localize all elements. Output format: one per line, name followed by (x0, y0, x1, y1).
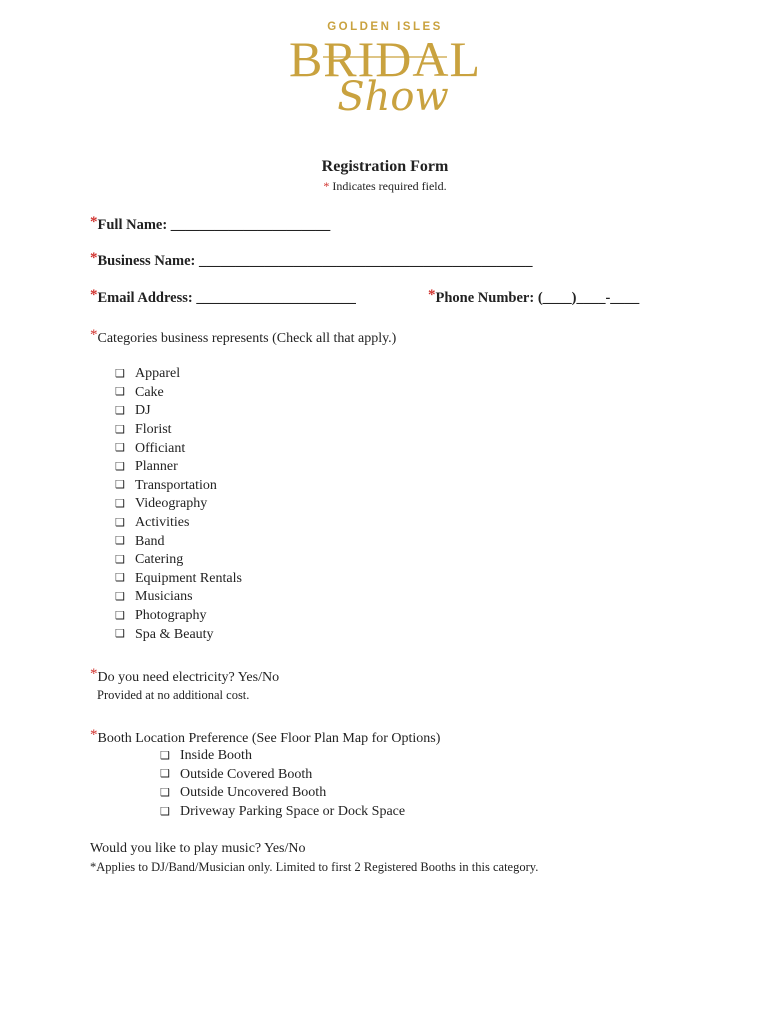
booth-inside[interactable] (160, 747, 405, 766)
category-label: Catering (135, 552, 184, 568)
category-band[interactable] (115, 532, 242, 551)
category-florist[interactable] (115, 421, 242, 440)
checkbox-icon[interactable]: ❑ (115, 572, 125, 585)
logo-main-text: BRIDAL (288, 31, 482, 87)
phone-input-line[interactable]: (____)____-____ (537, 290, 640, 306)
category-photography[interactable] (115, 607, 242, 626)
full-name-input-line[interactable]: ______________________ (170, 217, 331, 233)
categories-list (115, 365, 242, 644)
category-label: Officiant (135, 440, 186, 456)
category-label: Band (135, 533, 165, 549)
required-asterisk: * (90, 250, 98, 266)
booth-question-text: Booth Location Preference (See Floor Plan Map for Options) (97, 731, 441, 746)
logo-graphic (265, 14, 505, 126)
required-asterisk: * (90, 214, 98, 230)
category-label: Photography (135, 608, 207, 624)
required-asterisk: * (428, 287, 436, 303)
categories-question-text: Categories business represents (Check all that apply.) (97, 331, 397, 346)
checkbox-icon[interactable]: ❑ (115, 404, 125, 417)
music-question: Would you like to play music? Yes/No (90, 841, 306, 856)
checkbox-icon[interactable]: ❑ (115, 386, 125, 399)
category-label: Cake (135, 384, 164, 400)
business-name-label: Business Name: (97, 253, 200, 269)
email-label: Email Address: (97, 290, 197, 306)
business-name-field (90, 250, 533, 270)
category-label: Florist (135, 422, 172, 438)
logo-script-text: Show (337, 74, 449, 120)
category-activities[interactable] (115, 514, 242, 533)
booth-label: Outside Uncovered Booth (180, 785, 327, 801)
checkbox-icon[interactable]: ❑ (115, 367, 125, 380)
category-label: Equipment Rentals (135, 570, 242, 586)
email-address-field (90, 287, 356, 307)
booth-list (160, 747, 405, 821)
checkbox-icon[interactable]: ❑ (115, 460, 125, 473)
checkbox-icon[interactable]: ❑ (115, 423, 125, 436)
category-spa-beauty[interactable] (115, 625, 242, 644)
categories-question (90, 327, 396, 347)
bridal-show-logo (0, 14, 770, 126)
category-label: Activities (135, 515, 190, 531)
booth-outside-uncovered[interactable] (160, 784, 405, 803)
checkbox-icon[interactable]: ❑ (160, 749, 170, 762)
category-label: Apparel (135, 366, 181, 382)
category-equipment-rentals[interactable] (115, 570, 242, 589)
checkbox-icon[interactable]: ❑ (160, 805, 170, 818)
checkbox-icon[interactable]: ❑ (115, 609, 125, 622)
category-label: Spa & Beauty (135, 626, 214, 642)
full-name-label: Full Name: (97, 217, 171, 233)
category-cake[interactable] (115, 384, 242, 403)
electricity-note: Provided at no additional cost. (97, 688, 250, 702)
full-name-field (90, 214, 330, 234)
required-note-text: Indicates required field. (329, 179, 447, 193)
category-label: Musicians (135, 589, 193, 605)
booth-label: Inside Booth (180, 748, 252, 764)
category-label: Planner (135, 459, 178, 475)
booth-outside-covered[interactable] (160, 766, 405, 785)
booth-label: Driveway Parking Space or Dock Space (180, 804, 406, 820)
email-input-line[interactable]: ______________________ (196, 290, 356, 306)
category-transportation[interactable] (115, 477, 242, 496)
checkbox-icon[interactable]: ❑ (115, 479, 125, 492)
checkbox-icon[interactable]: ❑ (115, 628, 125, 641)
category-label: Transportation (135, 477, 217, 493)
checkbox-icon[interactable]: ❑ (115, 590, 125, 603)
checkbox-icon[interactable]: ❑ (160, 768, 170, 781)
checkbox-icon[interactable]: ❑ (115, 442, 125, 455)
logo-top-text: GOLDEN ISLES (327, 21, 443, 33)
phone-label: Phone Number: (435, 290, 538, 306)
booth-question (90, 727, 440, 747)
electricity-question (90, 666, 279, 686)
checkbox-icon[interactable]: ❑ (160, 786, 170, 799)
checkbox-icon[interactable]: ❑ (115, 516, 125, 529)
required-asterisk: * (90, 327, 98, 343)
category-apparel[interactable] (115, 365, 242, 384)
category-musicians[interactable] (115, 588, 242, 607)
booth-driveway-dock[interactable] (160, 803, 405, 822)
checkbox-icon[interactable]: ❑ (115, 497, 125, 510)
category-label: Videography (135, 496, 208, 512)
checkbox-icon[interactable]: ❑ (115, 553, 125, 566)
page-title: Registration Form (321, 158, 449, 175)
category-officiant[interactable] (115, 439, 242, 458)
electricity-question-text: Do you need electricity? Yes/No (97, 670, 280, 685)
required-asterisk: * (90, 666, 98, 682)
phone-number-field (428, 287, 639, 307)
required-asterisk: * (323, 179, 330, 193)
required-asterisk: * (90, 287, 98, 303)
category-dj[interactable] (115, 402, 242, 421)
music-note: *Applies to DJ/Band/Musician only. Limited to first 2 Registered Booths in this category. (90, 860, 539, 874)
required-note (0, 179, 770, 194)
required-asterisk: * (90, 727, 98, 743)
business-name-input-line[interactable]: ______________________________________________ (199, 253, 533, 269)
category-videography[interactable] (115, 495, 242, 514)
category-planner[interactable] (115, 458, 242, 477)
booth-label: Outside Covered Booth (180, 766, 313, 782)
category-catering[interactable] (115, 551, 242, 570)
checkbox-icon[interactable]: ❑ (115, 535, 125, 548)
category-label: DJ (135, 403, 151, 419)
